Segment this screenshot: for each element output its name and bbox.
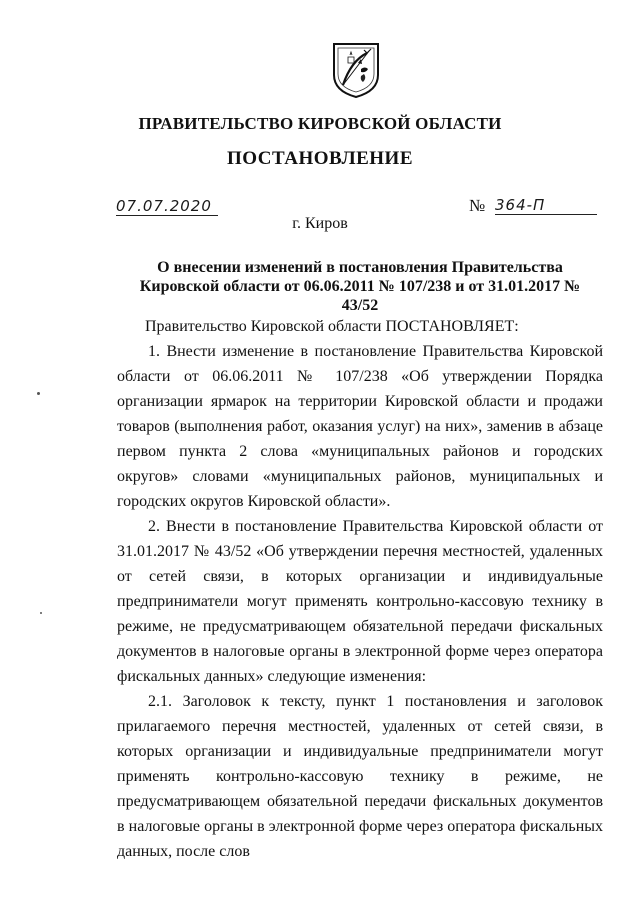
coat-of-arms-icon bbox=[331, 41, 381, 99]
document-date: 07.07.2020 bbox=[116, 197, 218, 216]
scan-speck bbox=[40, 612, 42, 614]
document-type: ПОСТАНОВЛЕНИЕ bbox=[226, 148, 414, 169]
city-label: г. Киров bbox=[292, 215, 348, 232]
government-title: ПРАВИТЕЛЬСТВО КИРОВСКОЙ ОБЛАСТИ bbox=[138, 114, 502, 133]
document-number: 364-П bbox=[495, 196, 597, 215]
paragraph-1: 1. Внести изменение в постановление Правительства Кировской области от 06.06.2011 № 107/238 «Об утверждении Порядка организации ярмарок на территории Кировской области и продажи товаров (выполнения работ, оказания услуг) на них», заменив в абзаце первом пункта 2 слова «муниципальных районов и городских округов» словами «муниципальных районов, муниципальных и городских округов Кировской области». bbox=[117, 343, 603, 510]
document-subject: О внесении изменений в постановления Правительства Кировской области от 06.06.2011 № 107/238 и от 31.01.2017 № 43/52 bbox=[139, 259, 581, 314]
scan-speck bbox=[37, 392, 40, 395]
document-body bbox=[117, 314, 603, 864]
number-sign: № bbox=[469, 196, 486, 215]
preamble: Правительство Кировской области ПОСТАНОВЛЯЕТ: bbox=[145, 318, 519, 335]
document-number-block bbox=[469, 194, 599, 216]
paragraph-2: 2. Внести в постановление Правительства Кировской области от 31.01.2017 № 43/52 «Об утверждении перечня местностей, удаленных от сетей связи, в которых организации и индивидуальные предприниматели могут применять контрольно-кассовую технику в режиме, не предусматривающем обязательной передачи фискальных документов в налоговые органы в электронной форме через оператора фискальных данных» следующие изменения: bbox=[117, 518, 603, 685]
paragraph-2-1: 2.1. Заголовок к тексту, пункт 1 постановления и заголовок прилагаемого перечня местностей, удаленных от сетей связи, в которых организации и индивидуальные предприниматели могут применять контрольно-кассовую технику в режиме, не предусматривающем обязательной передачи фискальных документов в налоговые органы в электронной форме через оператора фискальных данных, после слов bbox=[117, 693, 603, 860]
